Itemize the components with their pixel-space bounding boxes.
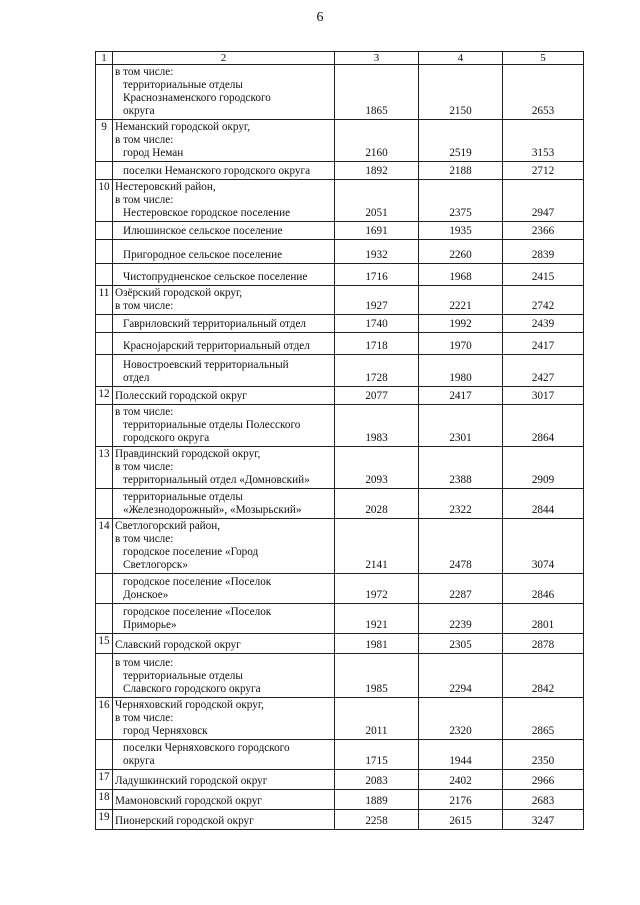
value-cell-col-5: 2742 xyxy=(503,286,584,315)
value-cell-col-5: 2878 xyxy=(503,634,584,654)
table-row xyxy=(96,355,584,387)
value-cell-col-4: 2322 xyxy=(419,489,503,519)
table-row xyxy=(96,264,584,286)
name-line: территориальные отделы xyxy=(123,79,243,91)
value-cell-col-4: 1980 xyxy=(419,355,503,387)
table-row xyxy=(96,315,584,333)
table-row xyxy=(96,387,584,405)
value-cell-col-3: 1715 xyxy=(335,740,419,770)
name-line: городского округа xyxy=(123,432,210,444)
name-line: Чистопрудненское сельское поселение xyxy=(123,271,308,283)
row-number-cell xyxy=(96,240,113,264)
name-cell xyxy=(113,240,335,264)
name-line: Неманский городской округ, xyxy=(115,121,251,133)
table-row xyxy=(96,162,584,180)
value-cell-col-5: 2350 xyxy=(503,740,584,770)
name-line: Мамоновский городской округ xyxy=(115,795,262,807)
row-number-cell xyxy=(96,65,113,120)
value-cell-col-4: 2375 xyxy=(419,180,503,222)
name-line: Нестеровский район, xyxy=(115,181,216,193)
value-cell-col-5: 3074 xyxy=(503,519,584,574)
value-cell-col-5: 2801 xyxy=(503,604,584,634)
table-row xyxy=(96,489,584,519)
name-cell xyxy=(113,333,335,355)
value-cell-col-5: 2865 xyxy=(503,698,584,740)
name-line: Нестеровское городское поселение xyxy=(123,207,291,219)
table-row xyxy=(96,180,584,222)
row-number-cell xyxy=(96,489,113,519)
name-line: Озёрский городской округ, xyxy=(115,287,243,299)
value-cell-col-3: 1981 xyxy=(335,634,419,654)
value-cell-col-3: 2160 xyxy=(335,120,419,162)
row-number-cell xyxy=(96,604,113,634)
name-cell xyxy=(113,654,335,698)
name-line: округа xyxy=(123,105,155,117)
value-cell-col-4: 1992 xyxy=(419,315,503,333)
row-number-cell: 18 xyxy=(96,790,113,810)
value-cell-col-5: 2864 xyxy=(503,405,584,447)
value-cell-col-3: 1921 xyxy=(335,604,419,634)
name-line: Светлогорск» xyxy=(123,559,188,571)
data-table xyxy=(95,51,584,830)
row-number-cell xyxy=(96,574,113,604)
value-cell-col-3: 2093 xyxy=(335,447,419,489)
value-cell-col-5: 2846 xyxy=(503,574,584,604)
column-number-row xyxy=(96,52,584,65)
name-line: в том числе: xyxy=(115,194,174,206)
name-cell xyxy=(113,355,335,387)
name-cell xyxy=(113,387,335,405)
value-cell-col-5: 2842 xyxy=(503,654,584,698)
value-cell-col-4: 2239 xyxy=(419,604,503,634)
name-line: Новостроевский территориальный xyxy=(123,359,289,371)
value-cell-col-4: 2260 xyxy=(419,240,503,264)
name-line: в том числе: xyxy=(115,134,174,146)
name-line: Славский городской округ xyxy=(115,639,241,651)
name-cell xyxy=(113,222,335,240)
value-cell-col-3: 1889 xyxy=(335,790,419,810)
name-line: территориальные отделы xyxy=(123,491,243,503)
name-cell xyxy=(113,162,335,180)
value-cell-col-4: 2305 xyxy=(419,634,503,654)
value-cell-col-5: 3153 xyxy=(503,120,584,162)
table-row xyxy=(96,405,584,447)
table-row xyxy=(96,790,584,810)
value-cell-col-3: 1927 xyxy=(335,286,419,315)
row-number-cell: 11 xyxy=(96,286,113,315)
value-cell-col-5: 2839 xyxy=(503,240,584,264)
name-line: территориальные отделы Полесского xyxy=(123,419,301,431)
column-header: 4 xyxy=(419,52,503,65)
row-number-cell: 10 xyxy=(96,180,113,222)
table-body xyxy=(96,65,584,830)
value-cell-col-5: 2417 xyxy=(503,333,584,355)
value-cell-col-4: 2320 xyxy=(419,698,503,740)
value-cell-col-3: 2141 xyxy=(335,519,419,574)
name-cell xyxy=(113,519,335,574)
name-cell xyxy=(113,634,335,654)
row-number-cell: 17 xyxy=(96,770,113,790)
name-line: в том числе: xyxy=(115,300,174,312)
value-cell-col-3: 2083 xyxy=(335,770,419,790)
name-line: Илюшинское сельское поселение xyxy=(123,225,283,237)
name-line: Краснознаменского городского xyxy=(123,92,271,104)
value-cell-col-4: 2402 xyxy=(419,770,503,790)
value-cell-col-3: 1728 xyxy=(335,355,419,387)
value-cell-col-4: 2417 xyxy=(419,387,503,405)
name-line: Приморье» xyxy=(123,619,177,631)
row-number-cell: 19 xyxy=(96,810,113,830)
table-row xyxy=(96,222,584,240)
value-cell-col-5: 2909 xyxy=(503,447,584,489)
name-cell xyxy=(113,740,335,770)
value-cell-col-3: 1932 xyxy=(335,240,419,264)
value-cell-col-3: 2051 xyxy=(335,180,419,222)
name-line: в том числе: xyxy=(115,657,174,669)
name-line: территориальные отделы xyxy=(123,670,243,682)
name-line: Краснојарский территориальный отдел xyxy=(123,340,310,352)
value-cell-col-3: 1985 xyxy=(335,654,419,698)
value-cell-col-4: 2388 xyxy=(419,447,503,489)
name-line: отдел xyxy=(123,372,150,384)
name-cell xyxy=(113,315,335,333)
name-cell xyxy=(113,810,335,830)
value-cell-col-5: 2712 xyxy=(503,162,584,180)
table-row xyxy=(96,519,584,574)
name-line: в том числе: xyxy=(115,461,174,473)
table-row xyxy=(96,447,584,489)
value-cell-col-3: 2258 xyxy=(335,810,419,830)
column-header: 5 xyxy=(503,52,584,65)
row-number-cell: 9 xyxy=(96,120,113,162)
value-cell-col-5: 3247 xyxy=(503,810,584,830)
name-line: поселки Черняховского городского xyxy=(123,742,290,754)
value-cell-col-4: 1944 xyxy=(419,740,503,770)
value-cell-col-4: 2615 xyxy=(419,810,503,830)
name-cell xyxy=(113,264,335,286)
row-number-cell xyxy=(96,654,113,698)
name-line: поселки Неманского городского округа xyxy=(123,165,311,177)
name-line: в том числе: xyxy=(115,712,174,724)
table-row xyxy=(96,240,584,264)
name-cell xyxy=(113,180,335,222)
value-cell-col-5: 2947 xyxy=(503,180,584,222)
name-line: Правдинский городской округ, xyxy=(115,448,261,460)
name-cell xyxy=(113,698,335,740)
table-row xyxy=(96,698,584,740)
name-cell xyxy=(113,489,335,519)
name-line: Донское» xyxy=(123,589,169,601)
row-number-cell xyxy=(96,315,113,333)
row-number-cell: 16 xyxy=(96,698,113,740)
table-row xyxy=(96,604,584,634)
name-line: «Железнодорожный», «Мозырьский» xyxy=(123,504,302,516)
value-cell-col-5: 2653 xyxy=(503,65,584,120)
name-line: Пионерский городской округ xyxy=(115,815,254,827)
value-cell-col-5: 2844 xyxy=(503,489,584,519)
name-line: городское поселение «Поселок xyxy=(123,576,272,588)
value-cell-col-4: 2176 xyxy=(419,790,503,810)
name-cell xyxy=(113,65,335,120)
name-cell xyxy=(113,770,335,790)
name-line: Славского городского округа xyxy=(123,683,261,695)
value-cell-col-5: 3017 xyxy=(503,387,584,405)
name-cell xyxy=(113,120,335,162)
page-number: 6 xyxy=(316,10,324,25)
value-cell-col-3: 2028 xyxy=(335,489,419,519)
value-cell-col-3: 2011 xyxy=(335,698,419,740)
name-line: территориальный отдел «Домновский» xyxy=(123,474,310,486)
value-cell-col-3: 1716 xyxy=(335,264,419,286)
row-number-cell: 13 xyxy=(96,447,113,489)
value-cell-col-4: 2301 xyxy=(419,405,503,447)
value-cell-col-5: 2439 xyxy=(503,315,584,333)
name-line: Черняховский городской округ, xyxy=(115,699,264,711)
name-line: в том числе: xyxy=(115,406,174,418)
value-cell-col-4: 2188 xyxy=(419,162,503,180)
name-cell xyxy=(113,405,335,447)
row-number-cell: 15 xyxy=(96,634,113,654)
value-cell-col-3: 1972 xyxy=(335,574,419,604)
name-cell xyxy=(113,447,335,489)
value-cell-col-4: 2287 xyxy=(419,574,503,604)
name-cell xyxy=(113,574,335,604)
value-cell-col-4: 2294 xyxy=(419,654,503,698)
table-row xyxy=(96,65,584,120)
column-header: 2 xyxy=(113,52,335,65)
row-number-cell: 14 xyxy=(96,519,113,574)
table-row xyxy=(96,333,584,355)
value-cell-col-5: 2366 xyxy=(503,222,584,240)
table-row xyxy=(96,654,584,698)
value-cell-col-5: 2683 xyxy=(503,790,584,810)
value-cell-col-5: 2427 xyxy=(503,355,584,387)
column-header: 3 xyxy=(335,52,419,65)
value-cell-col-3: 1740 xyxy=(335,315,419,333)
name-line: Светлогорский район, xyxy=(115,520,221,532)
value-cell-col-4: 2150 xyxy=(419,65,503,120)
name-cell xyxy=(113,286,335,315)
name-line: город Неман xyxy=(123,147,184,159)
name-line: Пригородное сельское поселение xyxy=(123,249,283,261)
table-row xyxy=(96,634,584,654)
row-number-cell xyxy=(96,355,113,387)
value-cell-col-3: 1892 xyxy=(335,162,419,180)
value-cell-col-3: 1865 xyxy=(335,65,419,120)
name-line: город Черняховск xyxy=(123,725,208,737)
value-cell-col-3: 1691 xyxy=(335,222,419,240)
name-line: городское поселение «Город xyxy=(123,546,259,558)
table-row xyxy=(96,810,584,830)
table-row xyxy=(96,574,584,604)
row-number-cell xyxy=(96,333,113,355)
row-number-cell: 12 xyxy=(96,387,113,405)
name-cell xyxy=(113,604,335,634)
table-row xyxy=(96,740,584,770)
name-cell xyxy=(113,790,335,810)
value-cell-col-5: 2966 xyxy=(503,770,584,790)
row-number-cell xyxy=(96,162,113,180)
value-cell-col-4: 2519 xyxy=(419,120,503,162)
name-line: Полесский городской округ xyxy=(115,390,247,402)
column-header: 1 xyxy=(96,52,113,65)
table-row xyxy=(96,770,584,790)
value-cell-col-3: 1718 xyxy=(335,333,419,355)
row-number-cell xyxy=(96,740,113,770)
name-line: городское поселение «Поселок xyxy=(123,606,272,618)
row-number-cell xyxy=(96,222,113,240)
value-cell-col-4: 1970 xyxy=(419,333,503,355)
value-cell-col-4: 2221 xyxy=(419,286,503,315)
table-row xyxy=(96,286,584,315)
name-line: Гавриловский территориальный отдел xyxy=(123,318,306,330)
table-row xyxy=(96,120,584,162)
value-cell-col-3: 2077 xyxy=(335,387,419,405)
name-line: округа xyxy=(123,755,155,767)
row-number-cell xyxy=(96,264,113,286)
row-number-cell xyxy=(96,405,113,447)
name-line: в том числе: xyxy=(115,533,174,545)
value-cell-col-5: 2415 xyxy=(503,264,584,286)
value-cell-col-4: 1968 xyxy=(419,264,503,286)
name-line: в том числе: xyxy=(115,66,174,78)
value-cell-col-4: 1935 xyxy=(419,222,503,240)
value-cell-col-4: 2478 xyxy=(419,519,503,574)
name-line: Ладушкинский городской округ xyxy=(115,775,268,787)
value-cell-col-3: 1983 xyxy=(335,405,419,447)
